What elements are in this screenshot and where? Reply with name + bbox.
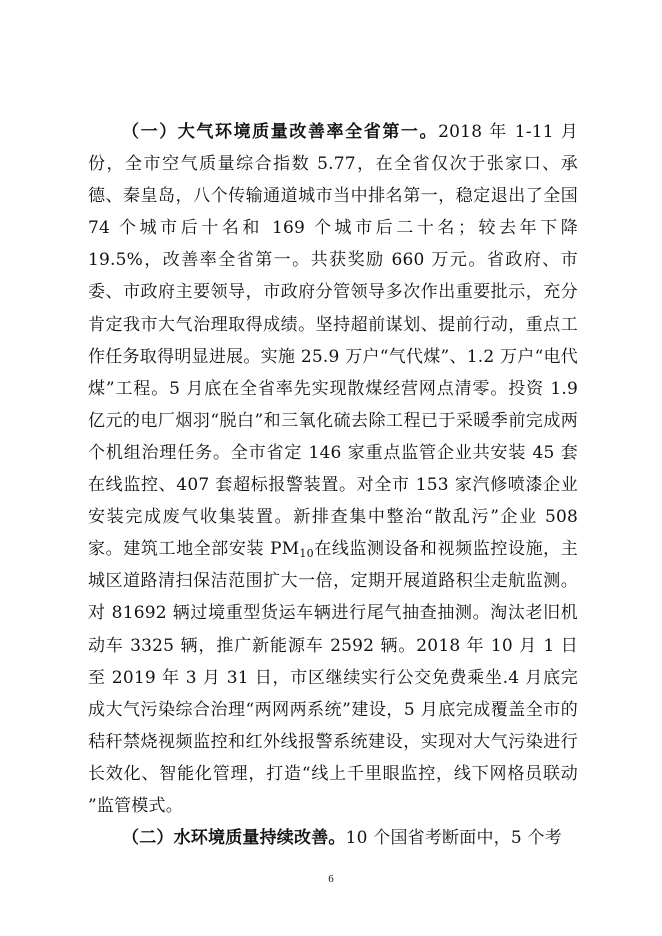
paragraph-air-quality [88,116,578,822]
heading-water-quality: （二）水环境质量持续改善。 [122,828,346,849]
heading-air-quality: （一）大气环境质量改善率全省第一。 [122,122,439,142]
air-quality-text-part-1: 2018 年 1-11 月份，全市空气质量综合指数 5.77，在全省仅次于张家口、承德、秦皇岛，八个传输通道城市当中排名第一，稳定退出了全国 74 个城市后十名和 169 个城市后二十名；较去年下降 19.5%，改善率全省第一。共获奖励 660 万元。省政府、市委、市政府主要领导，市政府分管领导多次作出重要批示，充分肯定我市大气治理取得成绩。坚持超前谋划、提前行动，重点工作任务取得明显进展。实施 25.9 万户“气代煤”、1.2 万户“电代煤”工程。5 月底在全省率先实现散煤经营网点清零。投资 1.9 亿元的电厂烟羽“脱白”和三氧化硫去除工程已于采暖季前完成两个机组治理任务。全市省定 146 家重点监管企业共安装 45 套在线监控、407 套超标报警装置。对全市 153 家汽修喷漆企业安装完成废气收集装置。新排查集中整治“散乱污”企业 508 家。建筑工地全部安装 PM [88,122,578,560]
pm-subscript: 10 [299,547,314,561]
paragraph-water-quality [88,822,578,854]
water-quality-text: 10 个国省考断面中，5 个考 [345,828,562,849]
body-text [88,116,578,854]
page-number: 6 [328,873,334,885]
air-quality-text-part-2: 在线监测设备和视频监控设施，主城区道路清扫保洁范围扩大一倍，定期开展道路积尘走航监测。对 81692 辆过境重型货运车辆进行尾气抽查抽测。淘汰老旧机动车 3325 辆，推广新能源车 2592 辆。2018 年 10 月 1 日至 2019 年 3 月 31 日，市区继续实行公交免费乘坐.4 月底完成大气污染综合治理“两网两系统”建设，5 月底完成覆盖全市的秸秆禁烧视频监控和红外线报警系统建设，实现对大气污染进行长效化、智能化管理，打造“线上千里眼监控，线下网格员联动 ”监管模式。 [88,539,578,816]
